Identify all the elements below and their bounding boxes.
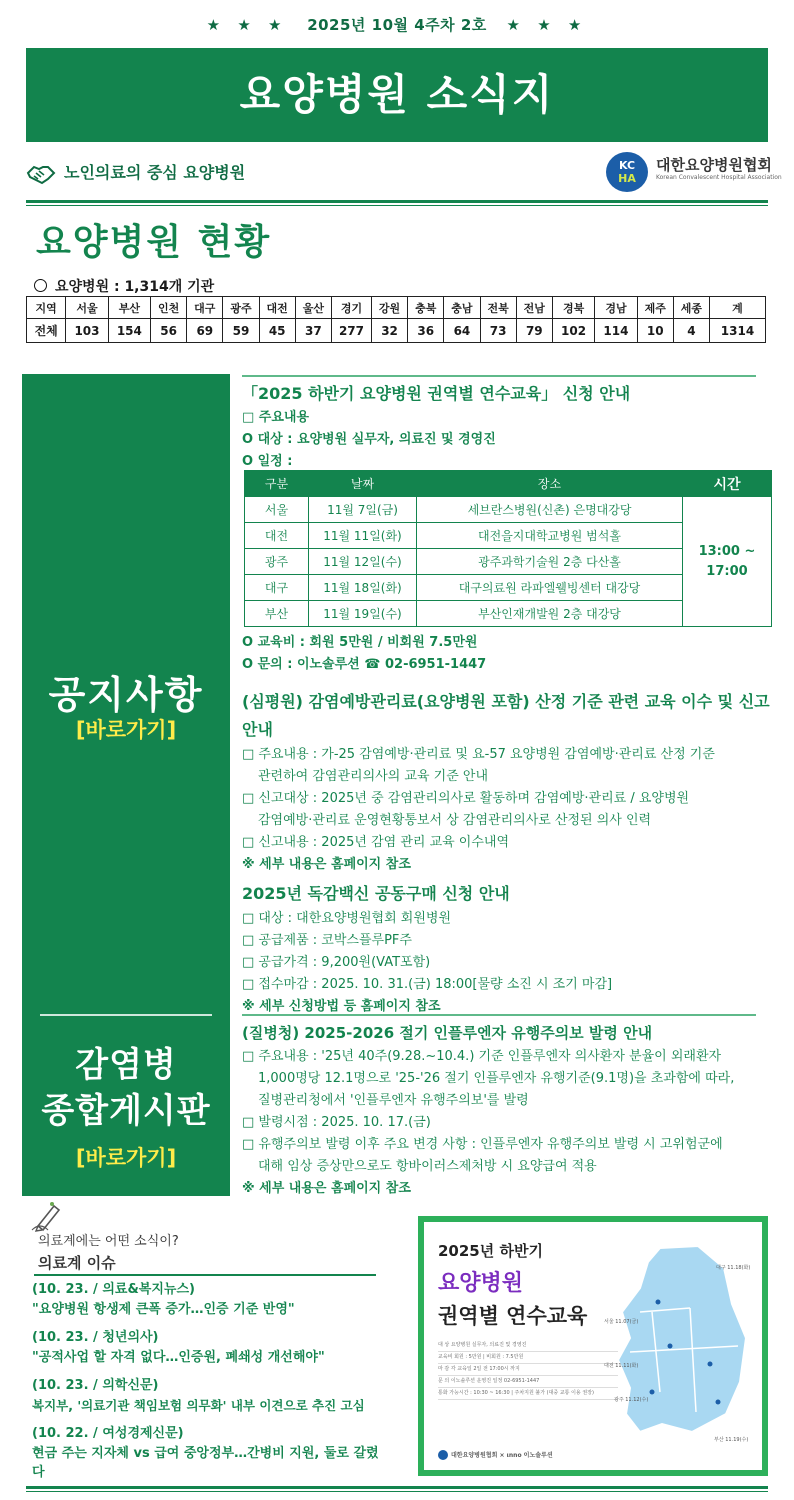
region-value-cell: 45	[259, 319, 295, 343]
korea-map-icon	[600, 1242, 760, 1442]
region-name-cell: 서울	[66, 297, 108, 319]
region-value-cell: 4	[673, 319, 709, 343]
notice2-line: ※ 세부 내용은 홈페이지 참조	[242, 857, 411, 872]
circle-bullet-icon	[34, 279, 47, 292]
region-name-cell: 충북	[408, 297, 444, 319]
schedule-cell: 서울	[245, 497, 309, 523]
poster-line3: 권역별 연수교육	[438, 1304, 588, 1328]
news-item[interactable]	[32, 1376, 416, 1415]
notice4-line: 대해 임상 증상만으로도 항바이러스제처방 시 요양급여 적용	[258, 1159, 597, 1174]
education-poster[interactable]	[418, 1216, 768, 1476]
footer-rule-thin	[26, 1491, 768, 1492]
association-logo-icon	[438, 1450, 448, 1460]
news-item[interactable]	[32, 1328, 416, 1367]
schedule-head-cell: 시간	[683, 471, 772, 497]
region-value-cell: 69	[187, 319, 223, 343]
region-name-cell: 전남	[516, 297, 552, 319]
notice4	[242, 1020, 778, 1200]
poster-info-row: 통화 가능시간 : 10:30 ~ 16:30 | 주차지원 불가 (대중 교통 이용 권장)	[438, 1388, 618, 1400]
notice4-line: □ 주요내용 : '25년 40주(9.28.~10.4.) 기준 인플루엔자 의사환자 분율이 외래환자	[242, 1049, 722, 1064]
notice1-line: O 대상 : 요양병원 실무자, 의료진 및 경영진	[242, 432, 496, 447]
notice2-line: 감염예방·관리료 운영현황통보서 상 감염관리의사로 산정된 의사 인력	[258, 813, 652, 828]
notice1	[242, 381, 778, 473]
notice1-fee: O 교육비 : 회원 5만원 / 비회원 7.5만원	[242, 635, 478, 650]
notice1-line: □ 주요내용	[242, 410, 310, 425]
notice4-line: □ 유행주의보 발령 이후 주요 변경 사항 : 인플루엔자 유행주의보 발령 시 고위험군에	[242, 1137, 723, 1152]
map-label: 서울 11.07(금)	[604, 1319, 639, 1325]
notice2	[242, 688, 778, 876]
news-source: (10. 22. / 여성경제신문)	[32, 1426, 184, 1441]
notice-shortcut-link[interactable]: [바로가기]	[75, 718, 177, 742]
notice3-line: ※ 세부 신청방법 등 홈페이지 참조	[242, 999, 441, 1014]
infection-board-title	[22, 1042, 230, 1134]
poster-info	[438, 1340, 618, 1400]
org-name-en: Korean Convalescent Hospital Association	[656, 174, 782, 181]
notice4-line: 질병관리청에서 '인플루엔자 유행주의보'를 발령	[258, 1093, 529, 1108]
schedule-cell: 11월 18일(화)	[309, 575, 417, 601]
map-label: 대구 11.18(화)	[716, 1265, 751, 1271]
stars-right: ★ ★ ★	[506, 16, 588, 34]
schedule-row	[245, 497, 772, 523]
notice1-footer	[242, 632, 778, 676]
infection-board-shortcut-link[interactable]: [바로가기]	[75, 1146, 177, 1170]
infection-board-title-1: 감염병	[75, 1045, 177, 1085]
region-value-cell: 전체	[27, 319, 66, 343]
region-value-row	[27, 319, 766, 343]
region-value-cell: 37	[295, 319, 331, 343]
region-name-cell: 강원	[371, 297, 407, 319]
map-label: 부산 11.19(수)	[714, 1437, 749, 1443]
region-name-cell: 대구	[187, 297, 223, 319]
notice4-line: 1,000명당 12.1명으로 '25-'26 절기 인플루엔자 유행기준(9.1명)을 초과함에 따라,	[258, 1071, 735, 1086]
region-value-cell: 36	[408, 319, 444, 343]
news-source: (10. 23. / 의료&복지뉴스)	[32, 1282, 195, 1297]
sidebar-divider	[40, 1014, 212, 1016]
poster-info-row: 대 상 요양병원 실무자, 의료진 및 경영진	[438, 1340, 618, 1352]
schedule-cell: 대구	[245, 575, 309, 601]
slogan	[26, 160, 245, 185]
schedule-cell: 11월 11일(화)	[309, 523, 417, 549]
region-table	[26, 296, 766, 343]
region-name-cell: 제주	[637, 297, 673, 319]
hospital-count	[34, 276, 214, 296]
news-source: (10. 23. / 의학신문)	[32, 1378, 159, 1393]
notice1-rule	[242, 375, 756, 377]
region-name-cell: 인천	[151, 297, 187, 319]
notice2-line: □ 주요내용 : 가-25 감염예방·관리료 및 요-57 요양병원 감염예방·관리료 산정 기준	[242, 747, 715, 762]
schedule-cell: 부산인재개발원 2층 대강당	[417, 601, 683, 627]
schedule-head-cell: 구분	[245, 471, 309, 497]
region-name-cell: 세종	[673, 297, 709, 319]
schedule-cell: 대구의료원 라파엘웰빙센터 대강당	[417, 575, 683, 601]
news-heading: 의료계 이슈	[38, 1254, 116, 1272]
notice3-line: □ 접수마감 : 2025. 10. 31.(금) 18:00[물량 소진 시 조기 마감]	[242, 977, 613, 992]
region-name-cell: 울산	[295, 297, 331, 319]
region-name-cell: 경남	[595, 297, 637, 319]
notice3-line: □ 공급가격 : 9,200원(VAT포함)	[242, 955, 431, 970]
news-headline: 현금 주는 지자체 vs 급여 중앙정부…간병비 지원, 둘로 갈렸다	[32, 1446, 379, 1480]
notice4-title: (질병청) 2025-2026 절기 인플루엔자 유행주의보 발령 안내	[242, 1024, 653, 1042]
schedule-header-row	[245, 471, 772, 497]
sidebar-panel	[22, 374, 230, 1196]
region-value-cell: 103	[66, 319, 108, 343]
poster-info-row: 문 의 이노솔루션 운영진 일정 02-6951-1447	[438, 1376, 618, 1388]
schedule-time-cell	[683, 497, 772, 627]
region-value-cell: 277	[331, 319, 371, 343]
poster-footer	[438, 1450, 553, 1461]
notice1-contact: O 문의 : 이노솔루션 ☎ 02-6951-1447	[242, 657, 487, 672]
region-name-cell: 부산	[108, 297, 150, 319]
hospital-count-text: 요양병원 : 1,314개 기관	[55, 279, 215, 295]
region-name-cell: 전북	[480, 297, 516, 319]
notice2-line: 관련하여 감염관리의사의 교육 기준 안내	[258, 769, 489, 784]
region-value-cell: 114	[595, 319, 637, 343]
slogan-text: 노인의료의 중심 요양병원	[64, 163, 246, 182]
region-name-cell: 충남	[444, 297, 480, 319]
region-value-cell: 56	[151, 319, 187, 343]
news-item[interactable]	[32, 1424, 382, 1482]
region-value-cell: 102	[552, 319, 594, 343]
poster-line1: 2025년 하반기	[438, 1242, 543, 1260]
org-name: 대한요양병원협회	[656, 156, 772, 174]
issue-label: 2025년 10월 4주차 2호	[307, 16, 487, 34]
handshake-icon	[26, 163, 56, 185]
status-heading: 요양병원 현황	[36, 222, 272, 263]
notice2-title: (심평원) 감염예방관리료(요양병원 포함) 산정 기준 관련 교육 이수 및 신고 안내	[242, 692, 770, 739]
schedule-head-cell: 장소	[417, 471, 683, 497]
subheader	[26, 152, 782, 196]
notice4-rule	[242, 1014, 756, 1016]
notice4-line: □ 발령시점 : 2025. 10. 17.(금)	[242, 1115, 431, 1130]
region-value-cell: 32	[371, 319, 407, 343]
region-value-cell: 1314	[710, 319, 766, 343]
news-heading-rule	[34, 1274, 376, 1276]
region-name-cell: 경북	[552, 297, 594, 319]
schedule-cell: 광주과학기술원 2층 다산홀	[417, 549, 683, 575]
schedule-cell: 부산	[245, 601, 309, 627]
association-logo	[606, 152, 782, 192]
schedule-time-start: 13:00 ~	[698, 543, 756, 559]
infection-board-title-2: 종합게시판	[41, 1091, 211, 1131]
logo-mark-top: KC	[618, 159, 636, 172]
notice-title: 공지사항	[48, 673, 204, 717]
issue-line	[0, 14, 794, 35]
schedule-cell: 광주	[245, 549, 309, 575]
logo-mark-bottom: HA	[618, 172, 636, 185]
notice4-line: ※ 세부 내용은 홈페이지 참조	[242, 1181, 411, 1196]
poster-line2: 요양병원	[438, 1271, 524, 1296]
region-name-cell: 광주	[223, 297, 259, 319]
schedule-cell: 11월 19일(수)	[309, 601, 417, 627]
news-source: (10. 23. / 청년의사)	[32, 1330, 159, 1345]
region-value-cell: 10	[637, 319, 673, 343]
notice3-line: □ 대상 : 대한요양병원협회 회원병원	[242, 911, 452, 926]
header-rule-thin	[26, 205, 768, 206]
schedule-cell: 11월 12일(수)	[309, 549, 417, 575]
map-label: 광주 11.12(수)	[614, 1397, 649, 1403]
logo-mark	[606, 152, 648, 192]
news-headline: "공적사업 할 자격 없다…인증원, 폐쇄성 개선해야"	[32, 1350, 325, 1365]
region-value-cell: 73	[480, 319, 516, 343]
region-name-cell: 지역	[27, 297, 66, 319]
region-value-cell: 64	[444, 319, 480, 343]
map-label: 대전 11.11(화)	[604, 1363, 639, 1369]
stars-left: ★ ★ ★	[206, 16, 288, 34]
pen-writing-icon	[30, 1200, 64, 1232]
region-header-row	[27, 297, 766, 319]
poster-info-row: 교육비 회원 : 5만원 | 비회원 : 7.5만원	[438, 1352, 618, 1364]
schedule-time-end: 17:00	[706, 563, 748, 579]
region-value-cell: 79	[516, 319, 552, 343]
region-value-cell: 154	[108, 319, 150, 343]
schedule-cell: 대전	[245, 523, 309, 549]
schedule-cell: 세브란스병원(신촌) 은명대강당	[417, 497, 683, 523]
news-item[interactable]	[32, 1280, 416, 1319]
notice3	[242, 880, 778, 1018]
news-question: 의료계에는 어떤 소식이?	[38, 1234, 179, 1249]
news-headline: "요양병원 항생제 큰폭 증가…인증 기준 반영"	[32, 1302, 295, 1317]
notice2-line: □ 신고대상 : 2025년 중 감염관리의사로 활동하며 감염예방·관리료 / 요양병원	[242, 791, 690, 806]
notice1-title: 「2025 하반기 요양병원 권역별 연수교육」 신청 안내	[242, 384, 631, 403]
notice3-title: 2025년 독감백신 공동구매 신청 안내	[242, 884, 510, 903]
news-headline: 복지부, '의료기관 책임보험 의무화' 내부 이견으로 추진 고심	[32, 1398, 365, 1413]
region-value-cell: 59	[223, 319, 259, 343]
region-name-cell: 대전	[259, 297, 295, 319]
poster-footer-text: 대한요양병원협회 × ιnno 이노솔루션	[451, 1451, 553, 1459]
notice3-line: □ 공급제품 : 코박스플루PF주	[242, 933, 412, 948]
region-name-cell: 계	[710, 297, 766, 319]
footer-rule	[26, 1486, 768, 1489]
schedule-table	[244, 470, 772, 627]
region-name-cell: 경기	[331, 297, 371, 319]
notice1-line: O 일정 :	[242, 454, 293, 469]
schedule-cell: 대전을지대학교병원 범석홀	[417, 523, 683, 549]
poster-info-row: 마 감 각 교육일 2일 전 17:00시 까지	[438, 1364, 618, 1376]
header-rule	[26, 200, 768, 203]
notice2-line: □ 신고내용 : 2025년 감염 관리 교육 이수내역	[242, 835, 510, 850]
schedule-cell: 11월 7일(금)	[309, 497, 417, 523]
newsletter-title: 요양병원 소식지	[26, 48, 768, 142]
schedule-head-cell: 날짜	[309, 471, 417, 497]
